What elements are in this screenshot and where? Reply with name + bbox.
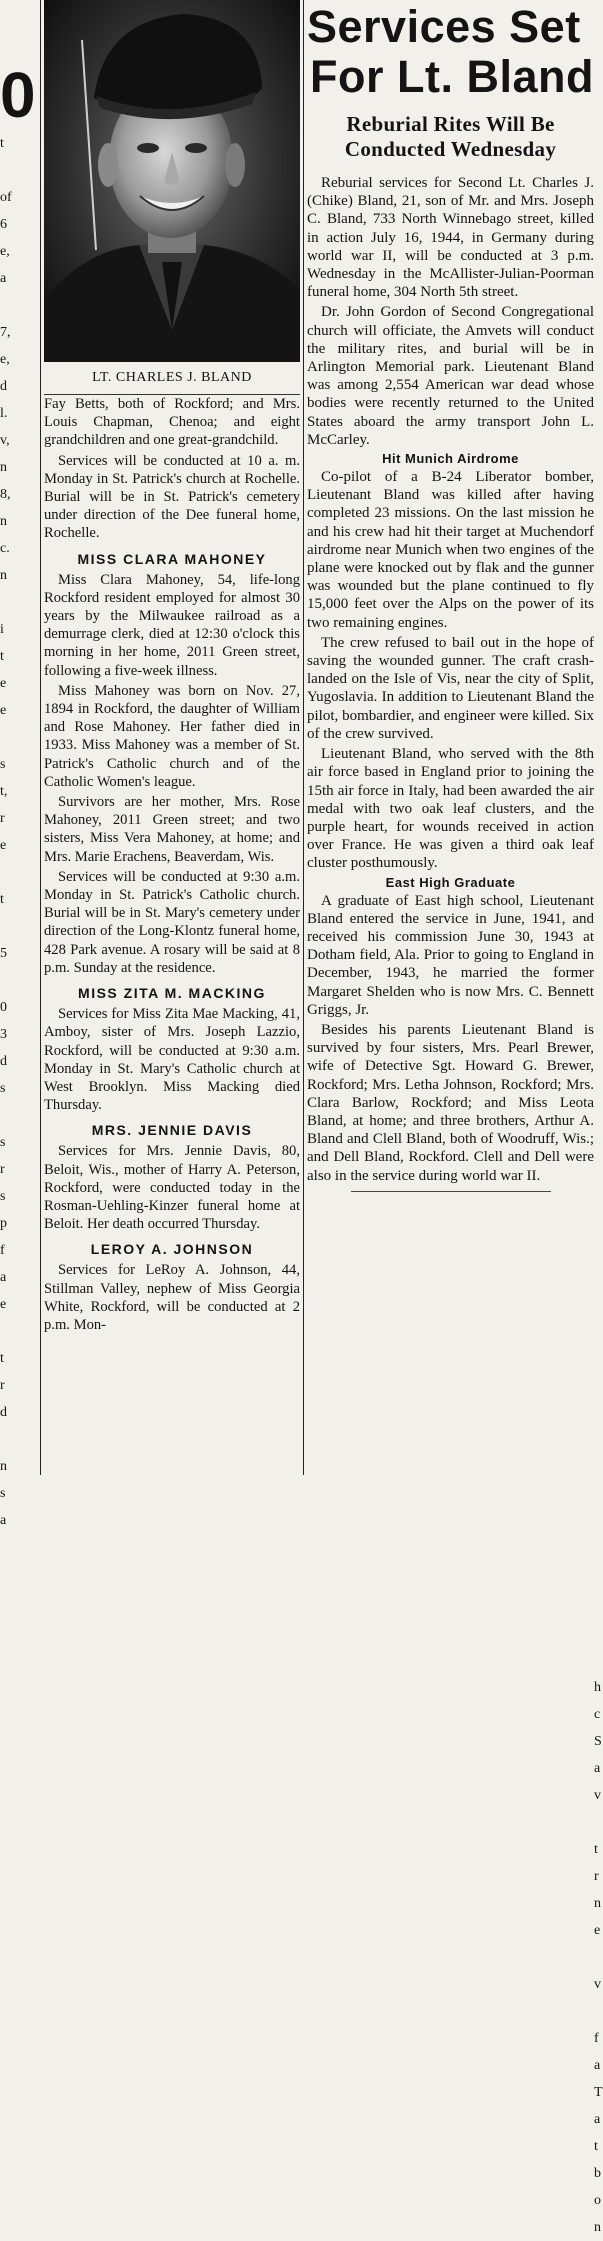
cropped-text-fragment (594, 1620, 600, 1647)
cropped-text-fragment (594, 1323, 600, 1350)
paragraph: Services for Mrs. Jennie Davis, 80, Beloit, Wis., mother of Harry A. Peterson, Rockford, were conducted today in the Rosman-Uehling-Kinzer funeral home at Beloit. Her death occurred Thursday. (44, 1143, 300, 1233)
cropped-text-fragment (0, 859, 36, 886)
cropped-text-fragment (594, 1404, 600, 1431)
cropped-text-fragment (594, 999, 600, 1026)
article-body (307, 174, 594, 1185)
cropped-text-fragment: s (0, 1486, 6, 1501)
cropped-text-fragment (594, 1188, 600, 1215)
paragraph: Fay Betts, both of Rockford; and Mrs. Louis Chapman, Chenoa; and eight grandchildren and one great-grandchild. (44, 396, 300, 449)
cropped-text-fragment: a (0, 1513, 7, 1528)
cropped-text-fragment: S (594, 1734, 602, 1749)
cropped-text-fragment: e (0, 703, 7, 718)
cropped-text-fragment: r (0, 811, 5, 826)
cropped-text-fragment (594, 162, 600, 189)
paragraph: Besides his parents Lieutenant Bland is survived by four sisters, Mrs. Pearl Brewer, wife of Detective Sgt. Howard G. Brewer, Rockford; Mrs. Letha Johnson, Rockford; Mrs. Clara Barlow, Rockford; and Miss Leota Bland, at home; and three brothers, Arthur A. Bland and Clell Bland, both of Woodruff, Wis.; and Dell Bland, Rockford. Clell and Dell were also in the service during world war II. (307, 1021, 594, 1184)
cropped-text-fragment: e (0, 1297, 7, 1312)
cropped-text-fragment: r (594, 1869, 599, 1884)
cropped-text-fragment: d (0, 1405, 7, 1420)
cropped-text-fragment: e (0, 676, 7, 691)
cropped-text-fragment (594, 972, 600, 999)
cropped-text-fragment: f (594, 2031, 599, 2046)
paragraph: Dr. John Gordon of Second Congregational church will officiate, the Amvets will conduct the military rites, and burial will be in Arlington Memorial park. Lieutenant Bland was among 2,554 American war dead whose bodies were recently returned to the United States aboard the army transport John L. McCarley. (307, 304, 594, 448)
cropped-text-fragment (0, 589, 36, 616)
photo-caption: LT. CHARLES J. BLAND (44, 362, 300, 395)
cropped-text-fragment (594, 1809, 600, 1836)
cropped-text-fragment (594, 1161, 600, 1188)
cropped-text-fragment: f (0, 1243, 5, 1258)
cropped-text-fragment (594, 1377, 600, 1404)
cropped-text-fragment (594, 81, 600, 108)
cropped-text-fragment (594, 1485, 600, 1512)
cropped-text-fragment: r (0, 1378, 5, 1393)
paragraph: Reburial services for Second Lt. Charles J. (Chike) Bland, 21, son of Mr. and Mrs. Joseph C. Bland, 733 North Winnebago street, killed in action July 16, 1944, in Germany during world war II, will be conducted at 3 p.m. Wednesday in the McAllister-Julian-Poorman funeral home, 304 North 5th street. (307, 175, 594, 301)
cropped-text-fragment: p (0, 1216, 7, 1231)
cropped-text-fragment (594, 621, 600, 648)
cropped-text-fragment: t (594, 2139, 598, 2154)
cropped-text-fragment (0, 157, 36, 184)
subheading: Hit Munich Airdrome (382, 451, 519, 467)
cropped-text-fragment: v (594, 1977, 601, 1992)
cropped-text-fragment (594, 189, 600, 216)
cropped-text-fragment (594, 1107, 600, 1134)
cropped-left-column (0, 0, 36, 1534)
headline-line-1: Services Set (307, 1, 581, 52)
cropped-text-fragment: v, (0, 433, 10, 448)
obituaries-column (44, 0, 300, 1334)
cropped-text-fragment (594, 243, 600, 270)
paragraph: Services will be conducted at 9:30 a.m. Monday in St. Patrick's Catholic church. Burial will be in St. Mary's cemetery under direction of the Long-Klontz funeral home, 428 Park avenue. A rosary will be said at 8 p.m. Sunday at the residence. (44, 868, 300, 976)
cropped-text-fragment (594, 1215, 600, 1242)
column-rule (40, 0, 41, 1475)
cropped-text-fragment (594, 1944, 600, 1971)
cropped-text-fragment (594, 648, 600, 675)
cropped-text-fragment: d (0, 379, 7, 394)
cropped-text-fragment: a (594, 2058, 601, 2073)
cropped-text-fragment (594, 756, 600, 783)
end-rule (351, 1191, 551, 1192)
paragraph: Survivors are her mother, Mrs. Rose Mahoney, 2011 Green street; and two sisters, Miss Vera Mahoney, at home; and Mrs. Marie Erachens, Beaverdam, Wis. (44, 794, 300, 865)
cropped-text-fragment: r (0, 1162, 5, 1177)
cropped-text-fragment: 7, (0, 325, 11, 340)
cropped-text-fragment: l. (0, 406, 8, 421)
cropped-text-fragment (594, 1647, 600, 1674)
cropped-text-fragment: n (0, 514, 7, 529)
cropped-text-fragment: c. (0, 541, 10, 556)
cropped-text-fragment (594, 297, 600, 324)
cropped-text-fragment (594, 864, 600, 891)
cropped-text-fragment (0, 724, 36, 751)
cropped-text-fragment: e (594, 1923, 601, 1938)
paragraph: Services for Miss Zita Mae Macking, 41, Amboy, sister of Mrs. Joseph Lazzio, Rockford, will be conducted at 9:30 a.m. Monday in St. Mary's Catholic church at West Brooklyn. Miss Macking died Thursday. (44, 1006, 300, 1114)
cropped-text-fragment (594, 729, 600, 756)
paragraph: A graduate of East high school, Lieutenant Bland entered the service in June, 1941, and received his commission June 30, 1943 at Dotham field, Ala. Prior to going to England in December, 1943, he married the former Margaret Shelden who is now Mrs. C. Bennett Griggs, Jr. (307, 892, 594, 1018)
cropped-text-fragment: o (594, 2193, 601, 2208)
cropped-text-fragment: b (594, 2166, 601, 2181)
cropped-text-fragment (594, 0, 600, 27)
cropped-text-fragment (594, 1296, 600, 1323)
cropped-text-fragment (594, 1350, 600, 1377)
cropped-text-fragment: 5 (0, 946, 7, 961)
cropped-text-fragment (594, 351, 600, 378)
obituary-name-heading: LEROY A. JOHNSON (90, 1241, 254, 1258)
cropped-text-fragment: t (0, 136, 4, 151)
cropped-text-fragment (594, 1539, 600, 1566)
cropped-text-fragment (594, 486, 600, 513)
obituary-name-heading: MRS. JENNIE DAVIS (91, 1122, 253, 1139)
cropped-text-fragment: a (0, 271, 7, 286)
cropped-text-fragment: a (594, 2112, 601, 2127)
cropped-text-fragment: n (594, 1896, 601, 1911)
subheading: East High Graduate (385, 874, 516, 890)
obituaries-body (44, 395, 300, 1334)
cropped-text-fragment (594, 1431, 600, 1458)
column-rule (303, 0, 304, 1475)
cropped-text-fragment (594, 891, 600, 918)
cropped-text-fragment: n (0, 1459, 7, 1474)
cropped-text-fragment (594, 324, 600, 351)
cropped-text-fragment: h (594, 1680, 601, 1695)
cropped-text-fragment (594, 702, 600, 729)
cropped-text-fragment (594, 270, 600, 297)
cropped-text-fragment: t, (0, 784, 8, 799)
cropped-text-fragment: d (0, 1054, 7, 1069)
cropped-text-fragment: e, (0, 244, 10, 259)
cropped-text-fragment (594, 432, 600, 459)
cropped-text-fragment (594, 27, 600, 54)
headline-line-2: For Lt. Bland (310, 51, 594, 102)
cropped-text-fragment: t (594, 1842, 598, 1857)
obituary-name-heading: MISS ZITA M. MACKING (78, 985, 266, 1002)
cropped-text-fragment (0, 967, 36, 994)
cropped-text-fragment (594, 108, 600, 135)
cropped-text-fragment: 0 (0, 59, 36, 131)
cropped-text-fragment (594, 1080, 600, 1107)
cropped-text-fragment: 3 (0, 1027, 7, 1042)
obituary-name-heading: MISS CLARA MAHONEY (77, 550, 267, 567)
services-article (307, 0, 594, 1192)
cropped-text-fragment: a (0, 1270, 7, 1285)
cropped-text-fragment (594, 594, 600, 621)
cropped-text-fragment: c (594, 1707, 601, 1722)
cropped-text-fragment: i (0, 622, 4, 637)
cropped-text-fragment: n (0, 568, 7, 583)
paragraph: The crew refused to bail out in the hope of saving the wounded gunner. The craft crash-landed on the Isle of Vis, near the city of Split, Yugoslavia. In addition to Lieutenant Bland the pilot, bombardier, and engineer were killed. Six of the crew survived. (307, 634, 594, 742)
cropped-text-fragment: t (0, 892, 4, 907)
deck-headline: Reburial Rites Will Be Conducted Wednesday (344, 112, 557, 161)
cropped-text-fragment (594, 567, 600, 594)
cropped-text-fragment (0, 1426, 36, 1453)
cropped-text-fragment (594, 1998, 600, 2025)
cropped-text-fragment: e, (0, 352, 10, 367)
cropped-text-fragment (594, 540, 600, 567)
cropped-text-fragment: n (594, 2220, 601, 2235)
paragraph: Services for LeRoy A. Johnson, 44, Stillman Valley, nephew of Miss Georgia White, Rockford, will be conducted at 2 p.m. Mon- (44, 1262, 300, 1333)
cropped-text-fragment (594, 405, 600, 432)
cropped-text-fragment (594, 783, 600, 810)
cropped-text-fragment (594, 675, 600, 702)
cropped-text-fragment: t (0, 649, 4, 664)
cropped-text-fragment: of (0, 190, 12, 205)
cropped-text-fragment (0, 913, 36, 940)
cropped-text-fragment: 8, (0, 487, 11, 502)
cropped-text-fragment (594, 1458, 600, 1485)
cropped-text-fragment (594, 1512, 600, 1539)
cropped-text-fragment: a (594, 1761, 601, 1776)
cropped-text-fragment: s (0, 1081, 6, 1096)
cropped-text-fragment (594, 837, 600, 864)
cropped-text-fragment: e (0, 838, 7, 853)
cropped-text-fragment (594, 1593, 600, 1620)
cropped-text-fragment (594, 918, 600, 945)
cropped-text-fragment: v (594, 1788, 601, 1803)
cropped-text-fragment: s (0, 757, 6, 772)
paragraph: Miss Mahoney was born on Nov. 27, 1894 in Rockford, the daughter of William and Rose Mahoney. Her father died in 1933. Miss Mahoney was a member of St. Patrick's Catholic church and of the Catholic Women's league. (44, 682, 300, 790)
cropped-text-fragment (594, 1053, 600, 1080)
cropped-text-fragment (594, 378, 600, 405)
cropped-text-fragment (594, 135, 600, 162)
cropped-text-fragment: n (0, 460, 7, 475)
cropped-text-fragment: 0 (0, 1000, 7, 1015)
cropped-text-fragment (0, 1318, 36, 1345)
paragraph: Lieutenant Bland, who served with the 8th air force based in England prior to joining the 15th air force in Italy, had been awarded the air medal with two oak leaf clusters, and the purple heart, for wounds received in action over France. He was given a third oak leaf cluster posthumously. (307, 746, 594, 872)
cropped-text-fragment (594, 216, 600, 243)
cropped-text-fragment (594, 1242, 600, 1269)
paragraph: Co-pilot of a B-24 Liberator bomber, Lieutenant Bland was killed after having completed 23 missions. On the last mission he and his crew had hit their target at Muchendorf airdrome near Munich when two engines of the plane were knocked out by flak and the gunner was wounded but the plane continued to fly 15,000 feet over the Alps on the power of its two remaining engines. (307, 469, 594, 631)
cropped-text-fragment (594, 54, 600, 81)
paragraph: Miss Clara Mahoney, 54, life-long Rockford resident employed for almost 30 years by the Milwaukee railroad as a demurrage clerk, died at 12:30 o'clock this morning in her home, 2011 Green street, following a five-week illness. (44, 571, 300, 679)
cropped-text-fragment (594, 810, 600, 837)
cropped-text-fragment (594, 945, 600, 972)
cropped-text-fragment: s (0, 1189, 6, 1204)
portrait-photo (44, 0, 300, 362)
cropped-text-fragment: t (0, 1351, 4, 1366)
cropped-text-fragment (594, 459, 600, 486)
cropped-text-fragment (594, 1566, 600, 1593)
paragraph: Services will be conducted at 10 a. m. Monday in St. Patrick's church at Rochelle. Burial will be in St. Patrick's cemetery under direction of the Dee funeral home, Rochelle. (44, 452, 300, 542)
cropped-text-fragment: s (0, 1135, 6, 1150)
cropped-text-fragment (0, 1102, 36, 1129)
cropped-text-fragment (0, 292, 36, 319)
portrait-illustration (44, 0, 300, 362)
cropped-text-fragment (594, 1134, 600, 1161)
cropped-text-fragment (594, 1026, 600, 1053)
cropped-right-edge (594, 0, 603, 2241)
cropped-text-fragment (594, 513, 600, 540)
cropped-text-fragment: 6 (0, 217, 7, 232)
cropped-text-fragment (594, 1269, 600, 1296)
cropped-text-fragment: T (594, 2085, 603, 2100)
